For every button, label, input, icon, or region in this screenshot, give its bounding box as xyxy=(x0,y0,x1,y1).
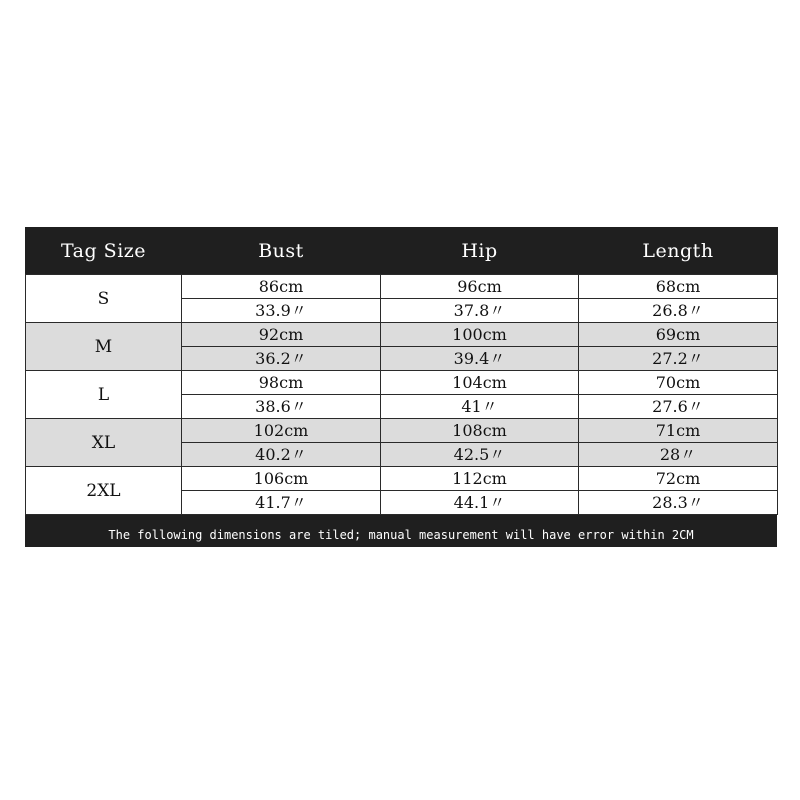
length-inch: 27.6〃 xyxy=(579,395,778,419)
hip-cm: 100cm xyxy=(381,323,579,347)
header-tag-size: Tag Size xyxy=(26,227,182,275)
length-cm: 72cm xyxy=(579,467,778,491)
hip-inch: 41〃 xyxy=(381,395,579,419)
size-label: 2XL xyxy=(26,467,182,515)
size-label: L xyxy=(26,371,182,419)
table-row xyxy=(26,323,778,347)
bust-inch: 41.7〃 xyxy=(182,491,381,515)
length-cm: 69cm xyxy=(579,323,778,347)
bust-inch: 38.6〃 xyxy=(182,395,381,419)
header-bust: Bust xyxy=(182,227,381,275)
table-row xyxy=(26,419,778,443)
hip-inch: 42.5〃 xyxy=(381,443,579,467)
size-chart xyxy=(25,227,777,547)
measurement-note: The following dimensions are tiled; manual measurement will have error within 2CM xyxy=(108,528,694,542)
table-row xyxy=(26,467,778,491)
length-cm: 68cm xyxy=(579,275,778,299)
size-label: XL xyxy=(26,419,182,467)
header-length: Length xyxy=(579,227,778,275)
length-inch: 28〃 xyxy=(579,443,778,467)
bust-inch: 33.9〃 xyxy=(182,299,381,323)
length-inch: 28.3〃 xyxy=(579,491,778,515)
bust-cm: 92cm xyxy=(182,323,381,347)
bust-inch: 40.2〃 xyxy=(182,443,381,467)
hip-cm: 108cm xyxy=(381,419,579,443)
bust-cm: 106cm xyxy=(182,467,381,491)
hip-inch: 37.8〃 xyxy=(381,299,579,323)
bust-cm: 102cm xyxy=(182,419,381,443)
bust-cm: 98cm xyxy=(182,371,381,395)
table-row xyxy=(26,371,778,395)
hip-inch: 39.4〃 xyxy=(381,347,579,371)
table-row xyxy=(26,275,778,299)
size-table xyxy=(25,227,778,515)
hip-cm: 96cm xyxy=(381,275,579,299)
length-cm: 71cm xyxy=(579,419,778,443)
header-row xyxy=(26,227,778,275)
length-inch: 26.8〃 xyxy=(579,299,778,323)
bust-cm: 86cm xyxy=(182,275,381,299)
length-inch: 27.2〃 xyxy=(579,347,778,371)
size-label: M xyxy=(26,323,182,371)
hip-cm: 112cm xyxy=(381,467,579,491)
hip-inch: 44.1〃 xyxy=(381,491,579,515)
header-hip: Hip xyxy=(381,227,579,275)
size-label: S xyxy=(26,275,182,323)
hip-cm: 104cm xyxy=(381,371,579,395)
length-cm: 70cm xyxy=(579,371,778,395)
bust-inch: 36.2〃 xyxy=(182,347,381,371)
